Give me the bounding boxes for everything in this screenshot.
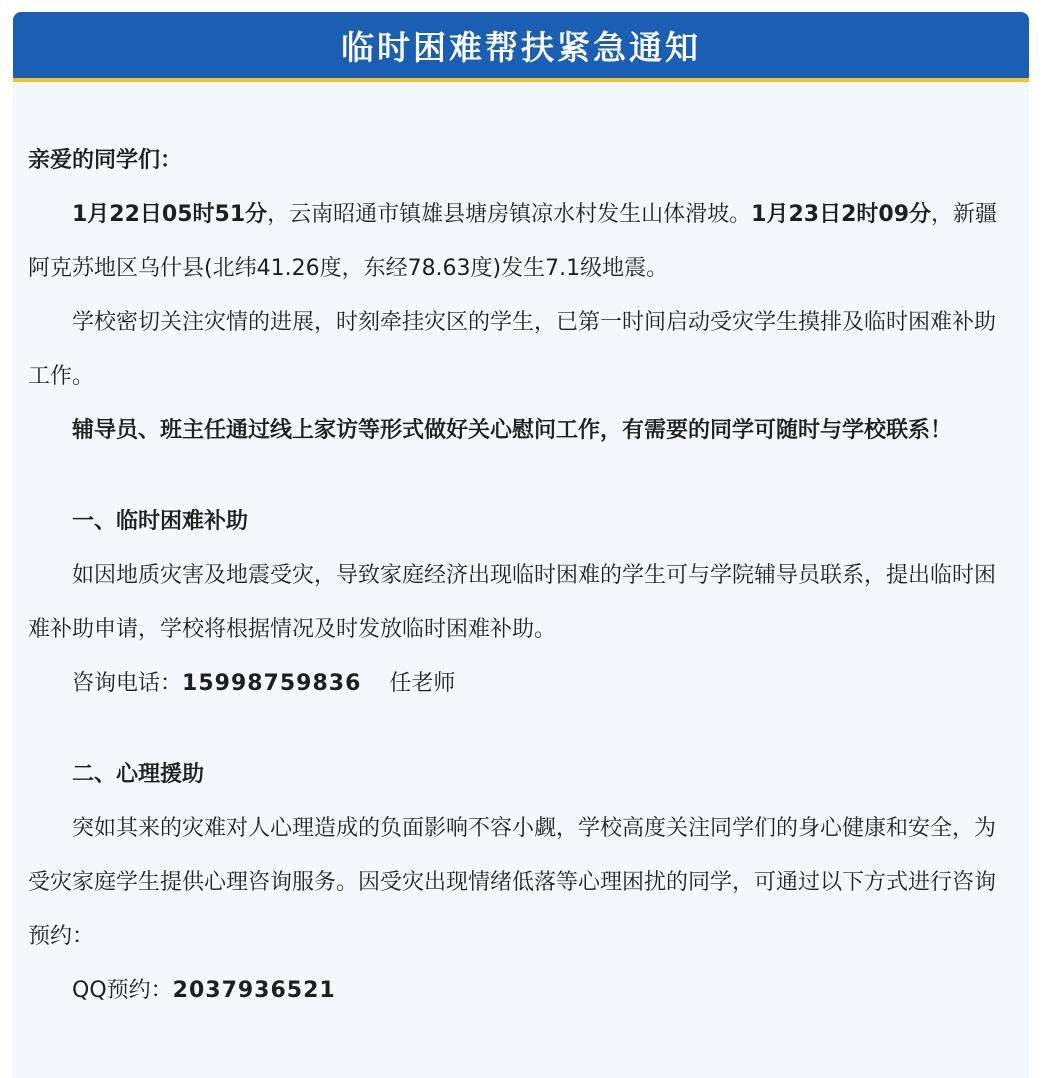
notice-header: [13, 12, 1029, 82]
phone-number: 15998759836: [182, 671, 362, 696]
paragraph-subsidy: 如因地质灾害及地震受灾，导致家庭经济出现临时困难的学生可与学院辅导员联系，提出临时困难补助申请，学校将根据情况及时发放临时困难补助。: [28, 563, 997, 642]
contact-phone-line: [28, 657, 1013, 711]
section-heading-psychology: 二、心理援助: [72, 762, 205, 787]
paragraph-school-response: 学校密切关注灾情的进展，时刻牵挂灾区的学生，已第一时间启动受灾学生摸排及临时困难补助工作。: [28, 310, 997, 389]
section-spacer: [28, 711, 1013, 748]
qq-contact-line: [28, 964, 1013, 1018]
section-spacer: [28, 458, 1013, 495]
earthquake-time: 1月23日2时09分: [751, 202, 932, 227]
page-title: 临时困难帮扶紧急通知: [341, 27, 701, 67]
paragraph-disaster-info: [28, 188, 1013, 296]
salutation: 亲爱的同学们：: [28, 148, 183, 173]
landslide-time: 1月22日05时51分: [72, 202, 268, 227]
teacher-name: 任老师: [389, 671, 456, 696]
paragraph-counselor-care: 辅导员、班主任通过线上家访等形式做好关心慰问工作，有需要的同学可随时与学校联系！: [72, 418, 953, 443]
notice-body: [28, 134, 1013, 1018]
notice-content: [13, 82, 1029, 1078]
qq-number: 2037936521: [172, 978, 336, 1003]
landslide-text: ，云南昭通市镇雄县塘房镇凉水村发生山体滑坡。: [267, 202, 752, 227]
section-heading-subsidy: 一、临时困难补助: [72, 509, 249, 534]
earthquake-text: ，新疆阿克苏地区乌什县(北纬41.26度，东经78.63度)发生7.1级地震。: [28, 202, 998, 281]
phone-label: 咨询电话：: [72, 671, 183, 696]
paragraph-psychology: 突如其来的灾难对人心理造成的负面影响不容小觑，学校高度关注同学们的身心健康和安全，为受灾家庭学生提供心理咨询服务。因受灾出现情绪低落等心理困扰的同学，可通过以下方式进行咨询预约：: [28, 816, 997, 949]
qq-label: QQ预约：: [72, 978, 173, 1003]
